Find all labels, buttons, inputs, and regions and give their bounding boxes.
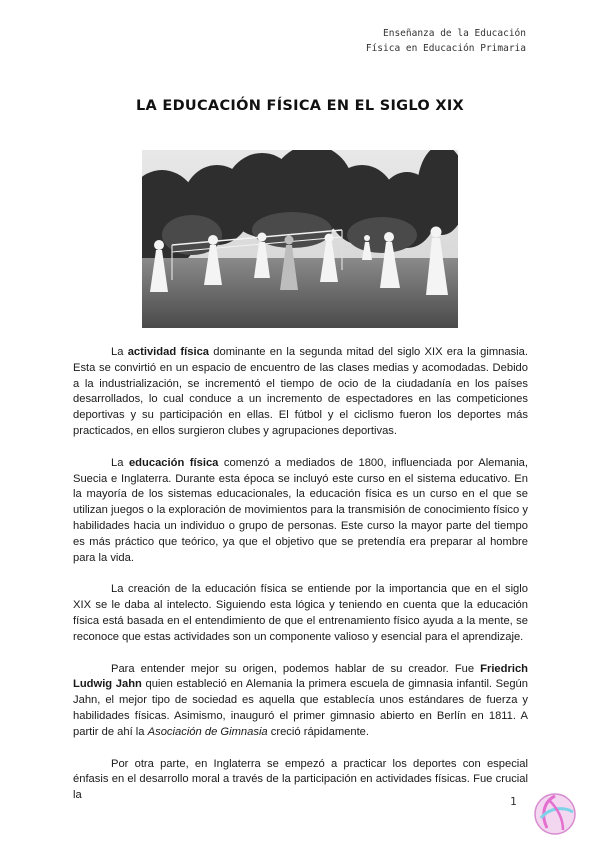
header-line-2: Física en Educación Primaria [365,43,526,54]
text-run: Para entender mejor su origen, podemos hablar de su creador. Fue [111,662,481,675]
header-line-1: Enseñanza de la Educación [383,28,526,39]
paragraph-4 [73,662,528,741]
bold-term: actividad física [127,346,210,358]
page-number: 1 [510,795,517,808]
bold-name: Friedrich Ludwig Jahn [73,662,528,691]
text-run: La [111,346,128,358]
bold-term: educación física [128,456,219,469]
text-run: quien estableció en Alemania la primera escuela de gimnasia infantil. Según Jahn, el mejor tipo de sociedad es aquella que establecía unos estándares de fuerza y habilidades físicas. Asimismo, inauguró el primer gimnasio abierto en Berlín en 1811. A partir de ahí la [73,678,528,738]
running-header [366,26,526,56]
paragraph-1 [73,345,528,440]
volleyball-logo-icon [533,792,577,836]
paragraph-5: Por otra parte, en Inglaterra se empezó a practicar los deportes con especial énfasis en el desarrollo moral a través de la participación en actividades físicas. Fue crucial la [73,757,528,802]
paragraph-2 [73,456,528,567]
page-title: LA EDUCACIÓN FÍSICA EN EL SIGLO XIX [135,98,465,114]
text-run: dominante en la segunda mitad del siglo XIX era la gimnasia. Esta se convirtió en un espacio de encuentro de las clases medias y acomodadas. Debido a la industrialización, se incrementó el tiempo de ocio de la ciudadanía en los países desarrollados, lo cual conduce a un incremento de espectadores en las competiciones deportivas y su participación en ellas. El fútbol y el ciclismo fueron los deportes más practicados, en ellos surgieron clubes y agrupaciones deportivas. [73,346,528,437]
text-run: comenzó a mediados de 1800, influenciada por Alemania, Suecia e Inglaterra. Durante esta época se incluyó este curso en el sistema educativo. En la mayoría de los sistemas educacionales, la educación física es un curso en el que se utilizan juegos o la exploración de movimientos para la transmisión de conocimiento físico y habilidades hacia un individuo o grupo de personas. Este curso la mayor parte del tiempo es más práctico que teórico, ya que el objetivo que se pretendía era preparar al hombre para la vida. [73,456,528,564]
article-body [73,345,528,820]
paragraph-3: La creación de la educación física se entiende por la importancia que en el siglo XIX se le daba al intelecto. Siguiendo esta lógica y teniendo en cuenta que la educación física está basada en el entendimiento de que el entrenamiento físico ayuda a la mente, se reconoce que estas actividades son un componente valioso y esencial para el aprendizaje. [73,583,528,643]
text-run: La [111,456,129,469]
historical-volleyball-photo [142,150,458,328]
text-run: creció rápidamente. [267,725,370,738]
italic-term: Asociación de Gimnasia [147,725,268,738]
